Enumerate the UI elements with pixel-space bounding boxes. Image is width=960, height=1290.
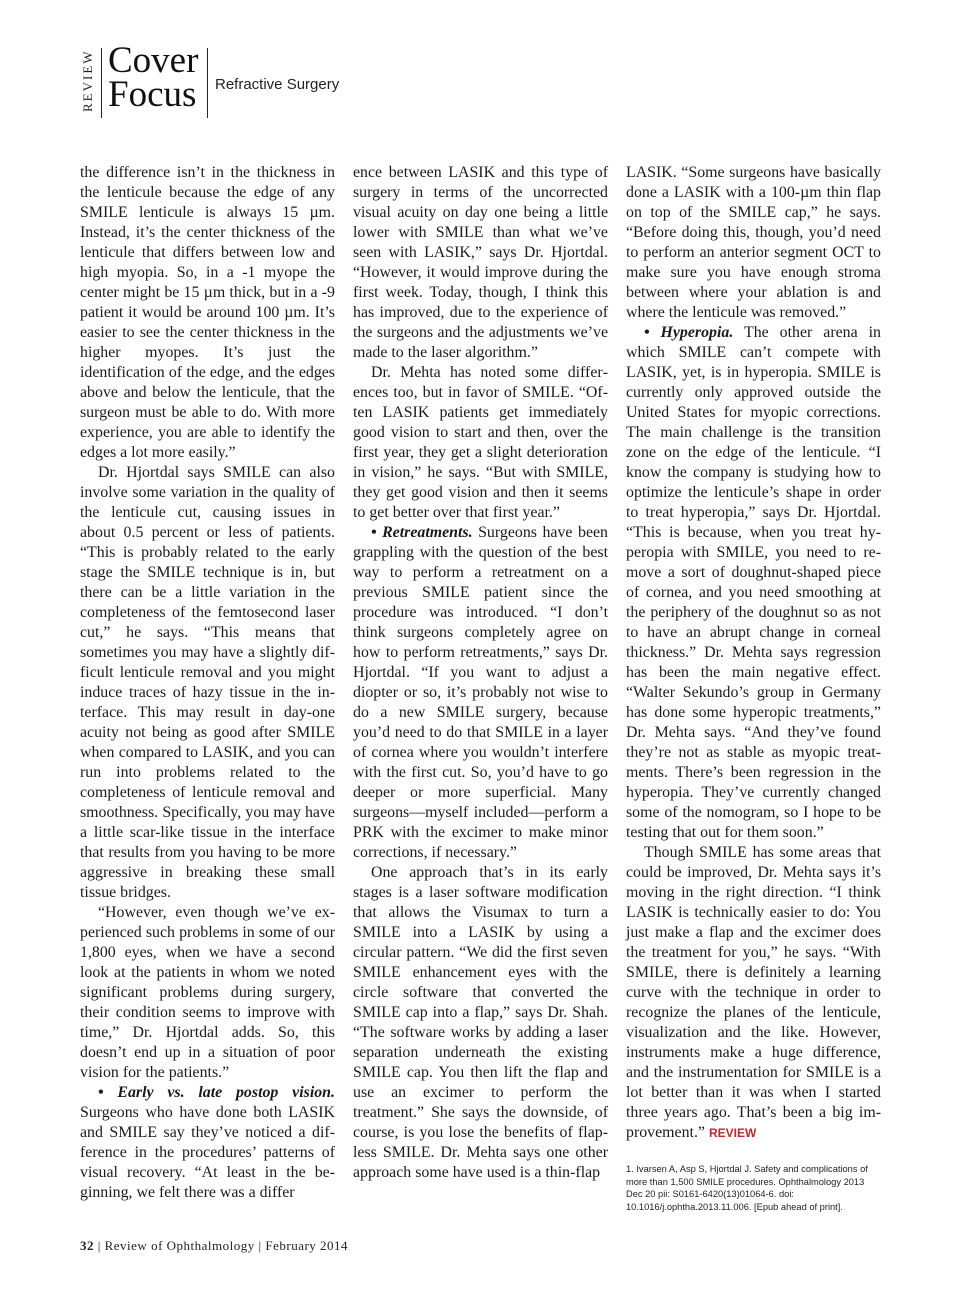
column-3 — [626, 163, 881, 1213]
subhead-hyperopia: • Hyperopia. — [644, 324, 734, 341]
paragraph: Dr. Hjortdal says SMILE can also involve some variation in the quality of the lenticule cut, causing issues in about 0.5 percent or less of patients. “This is probably related to the early stage the SMILE technique is in, but there can be a little variation in the completeness of the femtosecond laser cut,” he says. “This means that sometimes you may have a slightly difficult lenticule removal and you might induce traces of hazy tissue in the interface. This may result in day-one acuity not being as good after SMILE when compared to LASIK, and you can run into problems related to the completeness of lenticule removal and smoothness. Specifically, you may have a little scar-like tissue in the interface that results from you having to be more aggressive in breaking these small tissue bridges. — [80, 464, 335, 901]
header-divider — [207, 48, 208, 118]
paragraph — [626, 843, 881, 1143]
section-name: Refractive Surgery — [215, 76, 340, 93]
page-footer — [80, 1238, 348, 1254]
paragraph: Dr. Mehta has noted some differences too, but in favor of SMILE. “Often LASIK patients get immediately good vision to start and then, over the first year, they get a slight deterioration in vision,” he says. “But with SMILE, they get good vision and then it seems to get better over that first year.” — [353, 364, 608, 521]
issue-date: February 2014 — [265, 1238, 349, 1253]
page-number: 32 — [80, 1238, 94, 1253]
paragraph: LASIK. “Some surgeons have basically done a LASIK with a 100-µm thin flap on top of the SMILE cap,” he says. “Before doing this, though, you’d need to perform an anterior segment OCT to make sure you have enough stroma between where your ablation is and where the lenticule was removed.” — [626, 164, 881, 321]
column-2 — [353, 163, 608, 1183]
title-line-cover: Cover — [108, 40, 199, 81]
paragraph-text: The other arena in which SMILE can’t compete with LASIK, yet, is in hyperopia. SMILE is currently only approved outside the United States for myopic corrections. The main challenge is the transition zone on the edge of the lenticule. “I know the company is studying how to optimize the lenticule’s shape in order to treat hyperopia,” says Dr. Hjortdal. “This is because, when you treat hyperopia with SMILE, you need to remove a sort of doughnut-shaped piece of cornea, and you need smoothing at the periphery of the doughnut so as not to have an abrupt change in corneal thickness.” Dr. Mehta says regression has been the main negative effect. “Walter Sekundo’s group in Germany has done some hyperopic treatments,” Dr. Mehta says. “And they’ve found they’re not as stable as myopic treatments. There’s been regression in the hyperopia. They’ve currently changed some of the nomogram, so I hope to be testing that out for them soon.” — [626, 324, 881, 841]
paragraph-text: Though SMILE has some areas that could be improved, Dr. Mehta says it’s moving in the right direction. “I think LASIK is technically easier to do: You just make a flap and the excimer does the treatment for you,” he says. “With SMILE, there is definitely a learning curve with the technique in order to recognize the planes of the lenticule, visualization and the like. However, instruments make a huge difference, and the instrumentation for SMILE is a lot better than it was when I started three years ago. That’s been a big improvement.” — [626, 844, 881, 1141]
paragraph — [80, 1083, 335, 1203]
journal-name: Review of Ophthalmology — [104, 1238, 255, 1253]
end-mark: REVIEW — [708, 1126, 757, 1140]
footer-separator: | — [254, 1238, 266, 1253]
review-tag: REVIEW — [80, 49, 95, 113]
paragraph: “However, even though we’ve experienced such problems in some of our 1,800 eyes, when we have a second look at the patients in whom we noted significant problems during surgery, their condition seems to improve with time,” Dr. Hjortdal adds. So, this doesn’t end up in a situation of poor vision for the patients.” — [80, 904, 335, 1081]
paragraph: the difference isn’t in the thickness in the lenticule because the edge of any SMILE lenticule is always 15 µm. Instead, it’s the center thickness of the lenticule that differs between low and high myopia. So, in a -1 myope the center might be 15 µm thick, but in a -9 patient it would be around 100 µm. It’s easier to see the center thickness in the higher myopes. It’s just the identification of the edge, and the edges above and below the lenticule, that the surgeon must be able to do. With more experience, you are able to identify the edges a lot more easily.” — [80, 164, 335, 461]
footer-separator: | — [94, 1238, 105, 1253]
paragraph — [353, 523, 608, 863]
paragraph — [626, 323, 881, 843]
paragraph-text: Surgeons have been grappling with the question of the best way to perform a retreatment on a previous SMILE patient since the procedure was introduced. “I don’t think surgeons completely agree on how to perform retreatments,” says Dr. Hjortdal. “If you want to adjust a diopter or so, it’s probably not wise to do a new SMILE surgery, because you’d need to do that SMILE in a layer of cornea where you wouldn’t interfere with the first cut. So, you’d have to go deeper or more superficial. Many surgeons—myself included—perform a PRK with the excimer to make minor corrections, if necessary.” — [353, 524, 608, 861]
title-line-focus: Focus — [108, 74, 197, 115]
cover-focus-title — [108, 40, 199, 115]
footnote: 1. Ivarsen A, Asp S, Hjortdal J. Safety and complications of more than 1,500 SMILE procedures. Ophthalmology 2013 Dec 20 pii: S0161-6420(13)01064-6. doi: 10.1016/j.ophtha.2013.11.006. [Epub ahead of print]. — [626, 1164, 868, 1212]
subhead-early-vs-late: • Early vs. late postop vision. — [98, 1084, 335, 1101]
paragraph: One approach that’s in its early stages is a laser software modification that allows the Visumax to turn a SMILE into a LASIK by using a circular pattern. “We did the first seven SMILE enhancement eyes with the circle software that converted the SMILE cap into a flap,” says Dr. Shah. “The software works by adding a laser separation underneath the existing SMILE cap. You then lift the flap and use an excimer to perform the treatment.” She says the downside, of course, is you lose the benefits of flapless SMILE. Dr. Mehta says one other approach some have used is a thin-flap — [353, 864, 608, 1181]
paragraph-text: Surgeons who have done both LASIK and SMILE say they’ve noticed a difference in the procedures’ patterns of visual recovery. “At least in the beginning, we felt there was a differ — [80, 1104, 335, 1201]
paragraph: ence between LASIK and this type of surgery in terms of the uncorrected visual acuity on day one being a little lower with SMILE than what we’ve seen with LASIK,” says Dr. Hjortdal. “However, it would improve during the first week. Today, though, I think this has improved, due to the experience of the surgeons and the adjustments we’ve made to the laser algorithm.” — [353, 164, 608, 361]
header-divider — [101, 48, 102, 118]
column-1 — [80, 163, 335, 1203]
subhead-retreatments: • Retreatments. — [371, 524, 473, 541]
